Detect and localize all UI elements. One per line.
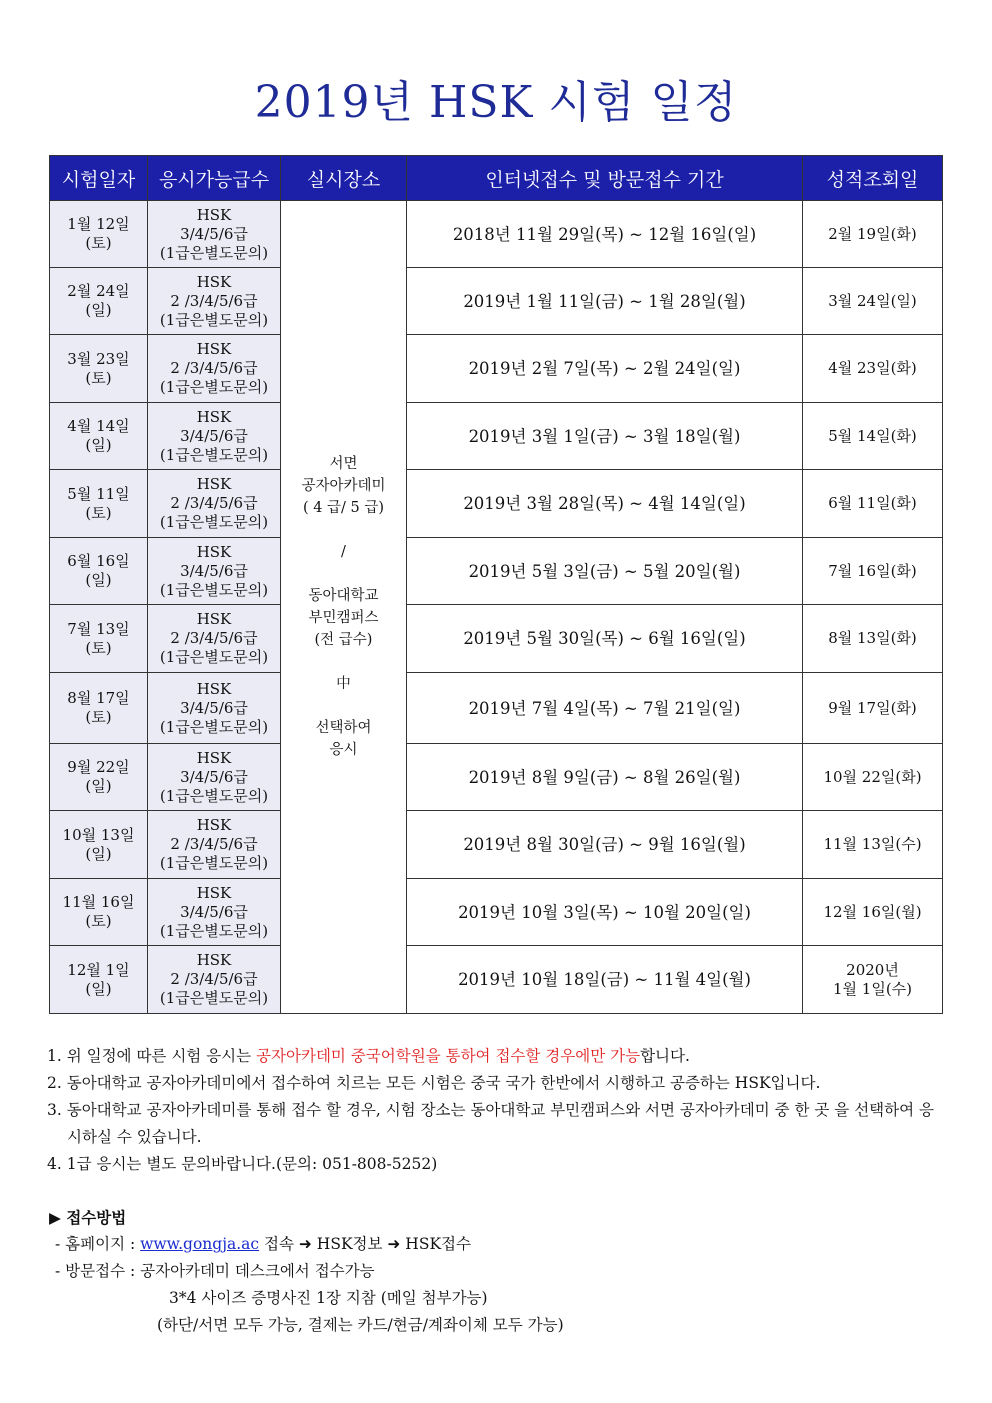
grade-cell: [148, 335, 281, 403]
grade-levels: 3/4/5/6급: [180, 698, 248, 717]
table-row: [50, 201, 943, 268]
method-visit: - 방문접수 : 공자아카데미 데스크에서 접수가능: [55, 1262, 375, 1280]
grade-hsk: HSK: [196, 951, 232, 969]
grade-levels: 2 /3/4/5/6급: [170, 291, 258, 310]
grade-hsk: HSK: [196, 816, 232, 834]
exam-date: 8월 17일: [67, 689, 130, 707]
exam-day: (일): [85, 301, 112, 319]
grade-note: (1급은별도문의): [159, 786, 269, 805]
table-row: [50, 403, 943, 470]
result-date: 10월 22일(화): [823, 767, 922, 786]
venue-line: [281, 651, 406, 673]
grade-note: (1급은별도문의): [159, 378, 269, 396]
exam-day: (일): [85, 979, 112, 998]
result-date: 9월 17일(화): [828, 698, 917, 717]
registration-period-cell: 2019년 3월 1일(금) ~ 3월 18일(월): [407, 403, 803, 470]
exam-date: 3월 23일: [67, 349, 130, 368]
registration-period-cell: 2019년 3월 28일(목) ~ 4월 14일(일): [407, 470, 803, 538]
grade-cell: [148, 744, 281, 811]
exam-day: (일): [85, 436, 112, 454]
grade-levels: 2 /3/4/5/6급: [170, 970, 258, 988]
exam-date-cell: [50, 811, 148, 879]
note-2: 2. 동아대학교 공자아카데미에서 접수하여 치르는 모든 시험은 중국 국가 한반에서 시행하고 공증하는 HSK입니다.: [47, 1074, 821, 1092]
registration-method: [49, 1204, 949, 1339]
table-row: [50, 268, 943, 335]
exam-date-cell: [50, 744, 148, 811]
registration-period-cell: 2019년 8월 30일(금) ~ 9월 16일(월): [407, 811, 803, 879]
exam-day: (일): [85, 844, 112, 863]
exam-date: 1월 12일: [67, 215, 130, 233]
result-date-cell: [803, 335, 943, 403]
header-grade: 응시가능급수: [148, 156, 281, 201]
grade-hsk: HSK: [196, 205, 232, 224]
venue-line: 동아대학교: [308, 588, 379, 604]
method-payment: (하단/서면 모두 가능, 결제는 카드/현금/계좌이체 모두 가능): [157, 1316, 564, 1334]
result-date-cell: [803, 538, 943, 605]
venue-line: 선택하여: [315, 720, 372, 736]
grade-note: (1급은별도문의): [159, 513, 269, 531]
result-date: 2월 19일(화): [828, 224, 917, 243]
exam-date-cell: [50, 946, 148, 1014]
header-result-date: 성적조회일: [803, 156, 943, 201]
result-date: 11월 13일(수): [823, 835, 922, 853]
grade-hsk: HSK: [196, 407, 232, 426]
grade-note: (1급은별도문의): [159, 580, 269, 599]
notes-list: [47, 1043, 947, 1178]
exam-date: 11월 16일: [62, 893, 135, 911]
grade-levels: 3/4/5/6급: [180, 224, 248, 243]
registration-period-cell: 2019년 10월 18일(금) ~ 11월 4일(월): [407, 946, 803, 1014]
exam-date-cell: [50, 879, 148, 946]
grade-note: (1급은별도문의): [159, 717, 269, 736]
note-1-highlight: 공자아카데미 중국어학원을 통하여 접수할 경우에만 가능: [256, 1047, 641, 1065]
exam-date-cell: [50, 335, 148, 403]
header-exam-date: 시험일자: [50, 156, 148, 201]
venue-line: [281, 563, 406, 585]
result-date: 4월 23일(화): [828, 359, 917, 377]
grade-note: (1급은별도문의): [159, 310, 269, 329]
exam-date: 9월 22일: [67, 758, 130, 776]
venue-line: [281, 695, 406, 717]
grade-levels: 2 /3/4/5/6급: [170, 359, 258, 377]
registration-period-cell: 2019년 10월 3일(목) ~ 10월 20일(일): [407, 879, 803, 946]
grade-cell: [148, 470, 281, 538]
exam-day: (토): [85, 638, 112, 657]
venue-line: 부민캠퍼스: [308, 610, 379, 626]
header-registration-period: 인터넷접수 및 방문접수 기간: [407, 156, 803, 201]
table-row: [50, 335, 943, 403]
venue-line: 응시: [329, 742, 358, 758]
result-date-cell: [803, 811, 943, 879]
grade-note: (1급은별도문의): [159, 921, 269, 940]
grade-hsk: HSK: [196, 272, 232, 291]
result-date-cell: [803, 879, 943, 946]
result-date: 5월 14일(화): [828, 426, 917, 445]
exam-date: 2월 24일: [67, 282, 130, 300]
exam-date: 6월 16일: [67, 552, 130, 570]
registration-period-cell: 2019년 8월 9일(금) ~ 8월 26일(월): [407, 744, 803, 811]
exam-day: (토): [85, 503, 112, 522]
venue-line: 中: [336, 676, 351, 692]
grade-note: (1급은별도문의): [159, 243, 269, 262]
table-header-row: [50, 156, 943, 201]
grade-note: (1급은별도문의): [159, 989, 269, 1007]
header-venue: 실시장소: [281, 156, 407, 201]
table-row: [50, 470, 943, 538]
exam-date-cell: [50, 268, 148, 335]
exam-date: 4월 14일: [67, 417, 130, 435]
exam-date-cell: [50, 403, 148, 470]
method-heading: ▶ 접수방법: [49, 1208, 127, 1227]
result-date-cell: [803, 744, 943, 811]
page-title: 2019년 HSK 시험 일정: [254, 77, 738, 128]
method-homepage: - 홈페이지 : www.gongja.ac 접속 ➜ HSK정보 ➜ HSK접수: [55, 1235, 471, 1253]
registration-period-cell: 2019년 2월 7일(목) ~ 2월 24일(일): [407, 335, 803, 403]
result-date-cell: [803, 605, 943, 673]
registration-period-cell: 2019년 5월 30일(목) ~ 6월 16일(일): [407, 605, 803, 673]
result-date: 7월 16일(화): [828, 561, 917, 580]
exam-date: 10월 13일: [62, 825, 135, 844]
homepage-link[interactable]: www.gongja.ac: [140, 1235, 260, 1253]
grade-note: (1급은별도문의): [159, 648, 269, 666]
venue-line: /: [341, 544, 346, 560]
grade-cell: [148, 403, 281, 470]
schedule-table: [49, 155, 943, 1014]
grade-levels: 3/4/5/6급: [180, 767, 248, 786]
grade-levels: 3/4/5/6급: [180, 902, 248, 921]
exam-date: 5월 11일: [67, 484, 130, 503]
note-1: 1. 위 일정에 따른 시험 응시는 공자아카데미 중국어학원을 통하여 접수할 경우에만 가능합니다.: [47, 1047, 690, 1065]
venue-line: 공자아카데미: [301, 478, 386, 494]
venue-line: 서면: [329, 456, 358, 472]
grade-cell: [148, 268, 281, 335]
result-date: 3월 24일(일): [828, 291, 917, 310]
grade-hsk: HSK: [196, 883, 232, 902]
table-row: [50, 673, 943, 744]
note-4: 4. 1급 응시는 별도 문의바랍니다.(문의: 051-808-5252): [47, 1155, 438, 1173]
exam-day: (토): [85, 234, 112, 252]
venue-cell: [281, 201, 407, 1014]
method-photo: 3*4 사이즈 증명사진 1장 지참 (메일 첨부가능): [169, 1289, 488, 1307]
table-row: [50, 879, 943, 946]
registration-period-cell: 2018년 11월 29일(목) ~ 12월 16일(일): [407, 201, 803, 268]
grade-cell: [148, 605, 281, 673]
table-row: [50, 605, 943, 673]
grade-levels: 3/4/5/6급: [180, 561, 248, 580]
exam-day: (토): [85, 368, 112, 387]
venue-line: ( 4 급/ 5 급): [302, 500, 385, 516]
grade-cell: [148, 538, 281, 605]
result-date-cell: [803, 673, 943, 744]
table-row: [50, 744, 943, 811]
exam-day: (일): [85, 777, 112, 795]
table-row: [50, 538, 943, 605]
grade-cell: [148, 946, 281, 1014]
venue-line: [281, 519, 406, 541]
grade-note: (1급은별도문의): [159, 854, 269, 872]
result-date: 12월 16일(월): [823, 902, 922, 921]
exam-date-cell: [50, 538, 148, 605]
grade-hsk: HSK: [196, 542, 232, 561]
result-date-cell: [803, 946, 943, 1014]
grade-note: (1급은별도문의): [159, 445, 269, 464]
result-date-cell: [803, 201, 943, 268]
exam-date-cell: [50, 470, 148, 538]
grade-levels: 2 /3/4/5/6급: [170, 835, 258, 853]
exam-date-cell: [50, 605, 148, 673]
exam-date-cell: [50, 673, 148, 744]
result-date: 6월 11일(화): [828, 494, 917, 512]
grade-hsk: HSK: [196, 610, 232, 628]
result-date-cell: [803, 403, 943, 470]
grade-cell: [148, 673, 281, 744]
grade-cell: [148, 879, 281, 946]
table-row: [50, 811, 943, 879]
exam-date: 7월 13일: [67, 619, 130, 638]
grade-levels: 2 /3/4/5/6급: [170, 629, 258, 647]
registration-period-cell: 2019년 1월 11일(금) ~ 1월 28일(월): [407, 268, 803, 335]
exam-date: 12월 1일: [67, 960, 130, 979]
exam-day: (토): [85, 708, 112, 726]
grade-hsk: HSK: [196, 475, 232, 493]
result-date-cell: [803, 268, 943, 335]
venue-line: (전 급수): [314, 632, 373, 648]
grade-cell: [148, 811, 281, 879]
grade-levels: 2 /3/4/5/6급: [170, 494, 258, 512]
grade-hsk: HSK: [196, 748, 232, 767]
grade-levels: 3/4/5/6급: [180, 426, 248, 445]
grade-hsk: HSK: [196, 679, 232, 698]
result-date: 2020년: [846, 960, 899, 979]
exam-date-cell: [50, 201, 148, 268]
result-date-line2: 1월 1일(수): [832, 979, 913, 998]
registration-period-cell: 2019년 7월 4일(목) ~ 7월 21일(일): [407, 673, 803, 744]
exam-day: (토): [85, 912, 112, 930]
exam-day: (일): [85, 571, 112, 589]
note-3: 3. 동아대학교 공자아카데미를 통해 접수 할 경우, 시험 장소는 동아대학교 부민캠퍼스와 서면 공자아카데미 중 한 곳 을 선택하여 응시하실 수 있습니다.: [47, 1101, 935, 1146]
result-date: 8월 13일(화): [828, 629, 917, 647]
grade-hsk: HSK: [196, 340, 232, 358]
grade-cell: [148, 201, 281, 268]
result-date-cell: [803, 470, 943, 538]
table-row: [50, 946, 943, 1014]
registration-period-cell: 2019년 5월 3일(금) ~ 5월 20일(월): [407, 538, 803, 605]
